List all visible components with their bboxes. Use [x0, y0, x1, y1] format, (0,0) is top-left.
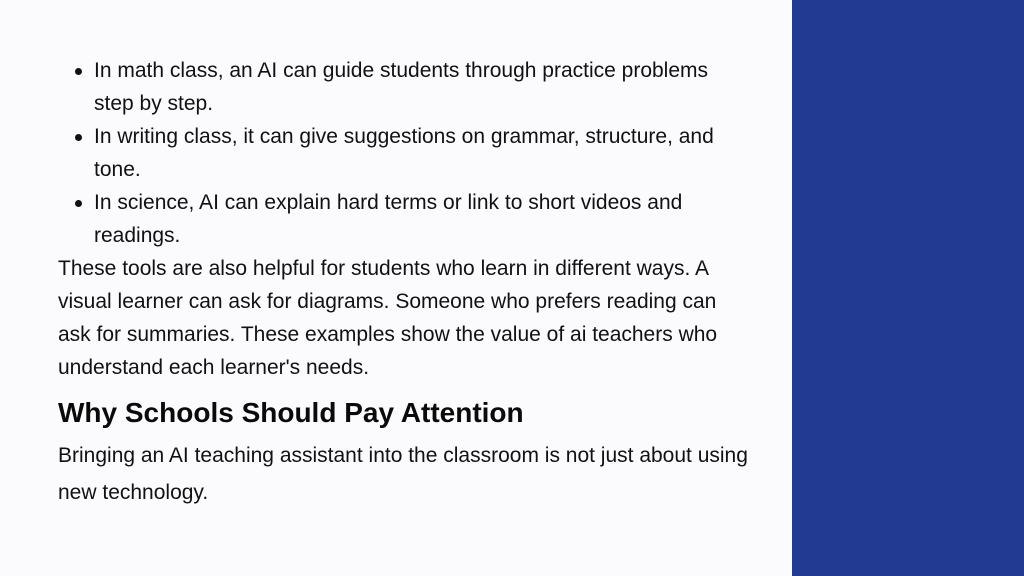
- bullet-dot-icon: [75, 68, 82, 75]
- list-item-text: In writing class, it can give suggestions on grammar, structure, and tone.: [94, 125, 714, 181]
- content-area: [58, 54, 748, 511]
- list-item: [94, 186, 748, 252]
- list-item: [94, 120, 748, 186]
- bullet-list: [58, 54, 748, 252]
- intro-paragraph: Bringing an AI teaching assistant into the classroom is not just about using new technology.: [58, 444, 748, 504]
- bullet-dot-icon: [75, 134, 82, 141]
- list-item-text: In math class, an AI can guide students through practice problems step by step.: [94, 59, 709, 115]
- body-paragraph: These tools are also helpful for students who learn in different ways. A visual learner can ask for diagrams. Someone who prefers reading can ask for summaries. These examples show the value of ai teachers who understand each learner's needs.: [58, 257, 718, 379]
- bullet-dot-icon: [75, 200, 82, 207]
- section-heading: Why Schools Should Pay Attention: [58, 397, 524, 428]
- side-panel: [792, 0, 1024, 576]
- list-item: [94, 54, 748, 120]
- list-item-text: In science, AI can explain hard terms or link to short videos and readings.: [94, 191, 683, 247]
